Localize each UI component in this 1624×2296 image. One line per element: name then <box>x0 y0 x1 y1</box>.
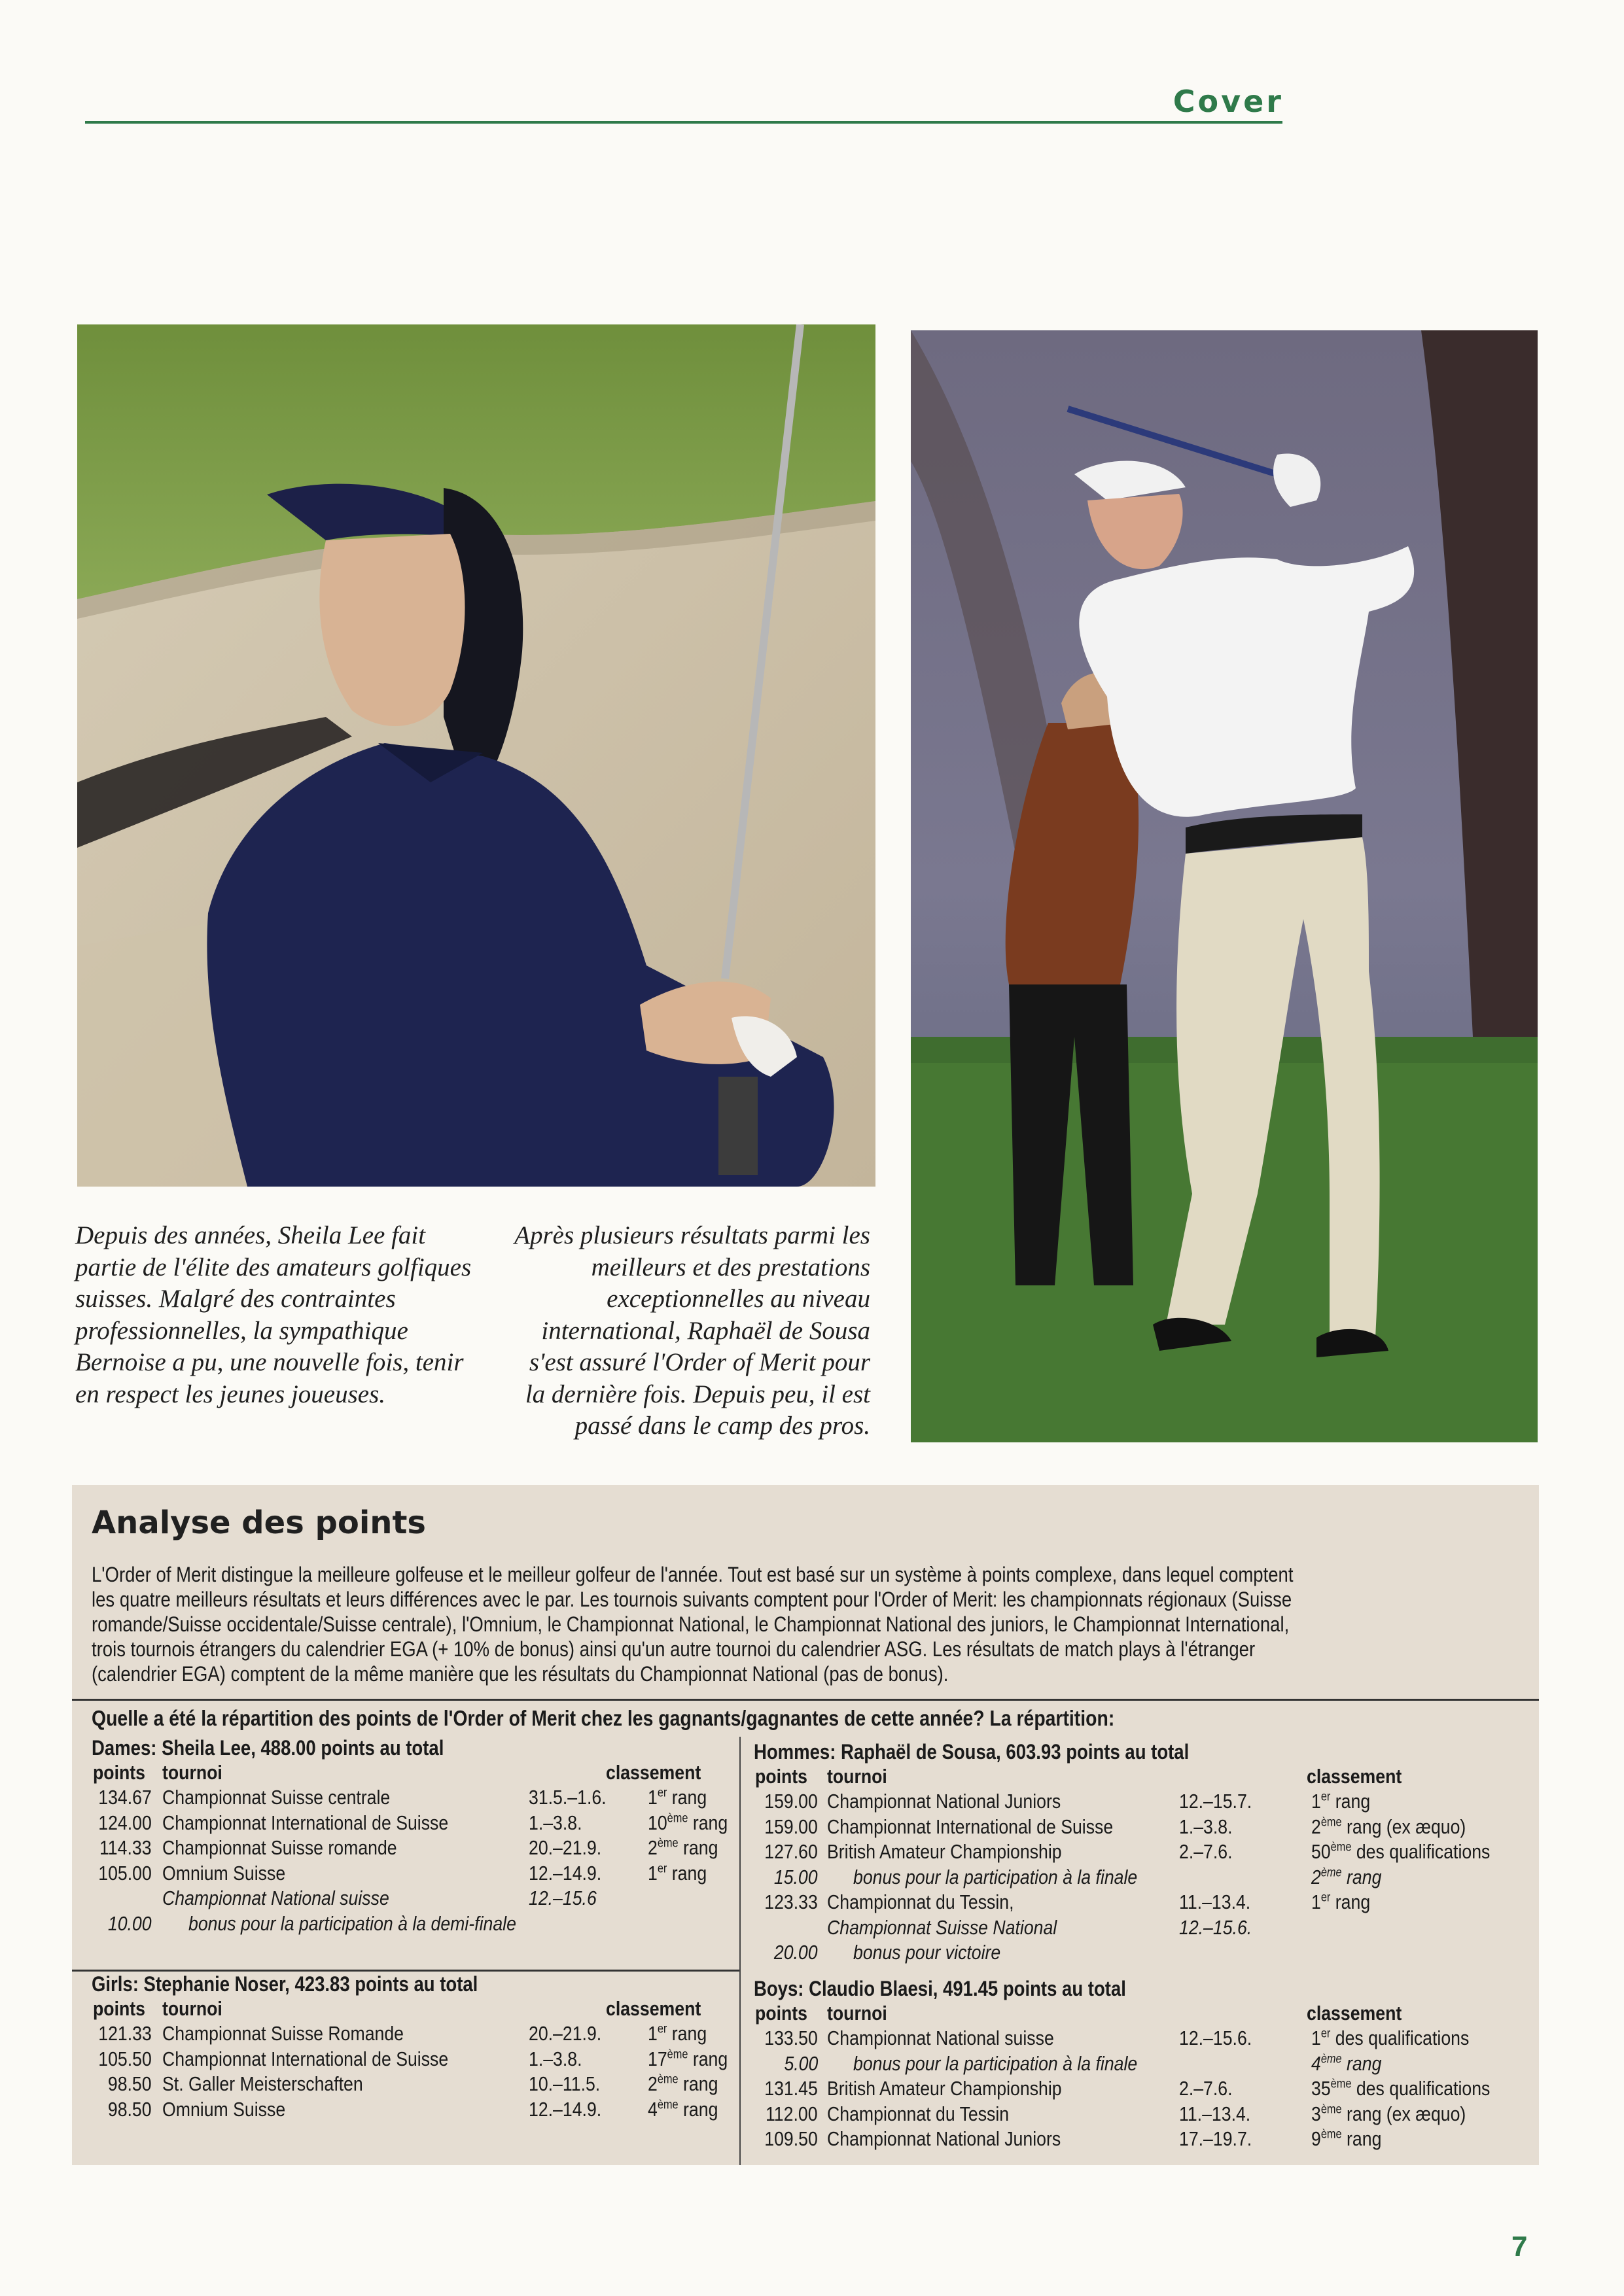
caption-right: Après plusieurs résultats parmi les meilleurs et des prestations exceptionnelles au niveau international, Raphaël de Sousa s'est assuré l'Order of Merit pour la dernière fois. Depuis peu, il est passé dans le camp des pros. <box>514 1221 870 1440</box>
header-ranking: classement <box>606 1761 701 1784</box>
row-rank-text: rang <box>667 1786 707 1809</box>
row-points: 159.00 <box>764 1790 818 1813</box>
row-dates: 12.–14.9. <box>529 1861 602 1885</box>
row-dates: 1.–3.8. <box>529 2047 582 2070</box>
header-rule <box>85 121 1282 124</box>
row-tournament: Championnat National Juniors <box>827 2127 1061 2150</box>
header-points: points <box>755 1765 807 1788</box>
page-number: 7 <box>1511 2231 1528 2263</box>
table-row <box>754 1916 1539 1941</box>
row-points: 112.00 <box>766 2102 818 2125</box>
row-rank-number: 10 <box>648 1811 667 1834</box>
row-points: 15.00 <box>774 1865 818 1888</box>
row-dates: 11.–13.4. <box>1179 2102 1251 2125</box>
row-rank-suffix: ème <box>1320 1866 1342 1880</box>
row-tournament: Championnat Suisse romande <box>162 1836 397 1859</box>
row-points: 134.67 <box>98 1786 152 1809</box>
row-points: 127.60 <box>764 1840 818 1863</box>
table-header <box>92 1997 733 2022</box>
row-points: 109.50 <box>764 2127 818 2150</box>
row-rank-text: rang <box>678 2072 718 2095</box>
row-rank-suffix: er <box>657 2022 667 2036</box>
table-row <box>92 1912 733 1938</box>
row-tournament: British Amateur Championship <box>827 1840 1062 1863</box>
row-rank-text: rang <box>688 2047 728 2070</box>
row-ranking <box>1311 1790 1370 1813</box>
table-row <box>754 1890 1539 1916</box>
row-points: 98.50 <box>108 2072 152 2095</box>
row-tournament: Championnat International de Suisse <box>827 1815 1114 1838</box>
table-row <box>92 2022 733 2047</box>
table-row <box>92 2047 733 2073</box>
table-row <box>754 1866 1539 1891</box>
row-tournament: bonus pour victoire <box>853 1941 1001 1964</box>
row-ranking <box>648 2047 728 2071</box>
row-rank-number: 1 <box>648 1861 658 1885</box>
row-rank-number: 17 <box>648 2047 667 2070</box>
panel-title: Analyse des points <box>92 1505 426 1541</box>
row-rank-suffix: er <box>657 1862 667 1876</box>
row-points: 5.00 <box>784 2051 818 2075</box>
divider <box>72 1699 1539 1701</box>
row-ranking <box>1311 2052 1381 2076</box>
table-title: Girls: Stephanie Noser, 423.83 points au total <box>92 1972 478 1996</box>
table-row <box>754 1840 1539 1866</box>
table-row <box>754 2102 1539 2128</box>
row-dates: 2.–7.6. <box>1179 2077 1233 2100</box>
table-boys <box>754 1977 1539 2153</box>
row-points: 124.00 <box>98 1811 152 1834</box>
row-rank-number: 2 <box>1311 1865 1321 1888</box>
table-row <box>754 2052 1539 2078</box>
table-row <box>754 1941 1539 1966</box>
header-points: points <box>93 1761 145 1784</box>
row-rank-text: rang <box>688 1811 728 1834</box>
row-rank-suffix: ème <box>1320 1815 1342 1830</box>
row-rank-suffix: ème <box>1320 2102 1342 2117</box>
table-title: Dames: Sheila Lee, 488.00 points au total <box>92 1736 444 1760</box>
row-rank-text: des qualifications <box>1351 1840 1491 1863</box>
row-rank-number: 4 <box>1311 2051 1321 2075</box>
row-rank-number: 1 <box>648 1786 658 1809</box>
row-points: 10.00 <box>108 1911 152 1935</box>
row-dates: 17.–19.7. <box>1179 2127 1252 2150</box>
row-rank-suffix: ème <box>1330 1840 1352 1854</box>
row-dates: 11.–13.4. <box>1179 1890 1251 1913</box>
row-rank-number: 1 <box>1311 1790 1321 1813</box>
row-rank-number: 1 <box>1311 2026 1321 2049</box>
row-dates: 12.–15.6 <box>529 1887 597 1909</box>
table-row <box>92 2098 733 2123</box>
row-points: 114.33 <box>99 1836 152 1859</box>
row-tournament: bonus pour la participation à la demi-finale <box>188 1911 516 1935</box>
row-tournament: Championnat du Tessin <box>827 2102 1010 2125</box>
row-ranking <box>648 2072 718 2096</box>
golfer-photo-icon <box>77 324 875 1187</box>
row-rank-suffix: ème <box>657 2098 679 2112</box>
header-ranking: classement <box>1307 2002 1402 2025</box>
row-rank-suffix: ème <box>1320 2052 1342 2066</box>
row-rank-suffix: er <box>1320 2026 1331 2041</box>
table-header <box>92 1761 733 1786</box>
row-tournament: bonus pour la participation à la finale <box>853 2051 1138 2075</box>
table-title: Boys: Claudio Blaesi, 491.45 points au total <box>754 1977 1126 2000</box>
panel-intro: L'Order of Merit distingue la meilleure golfeuse et le meilleur golfeur de l'année. Tout est basé sur un système à points complexe, dans lequel comptent les quatre meilleurs résultats et leurs différences avec le par. Les tournois suivants comptent pour l'Order of Merit: les championnats régionaux (Suisse romande/Suisse occidentale/Suisse centrale), l'Omnium, le Championnat National, le Championnat National des juniors, le Championnat International, trois tournois étrangers du calendrier EGA (+ 10% de bonus) ainsi qu'un autre tournoi du calendrier ASG. Les résultats de match plays à l'étranger (calendrier EGA) comptent de la même manière que les résultats du Championnat National (pas de bonus). <box>92 1563 1294 1686</box>
row-ranking <box>1311 2102 1466 2126</box>
row-ranking <box>648 1836 718 1860</box>
row-dates: 31.5.–1.6. <box>529 1786 607 1809</box>
caption-left: Depuis des années, Sheila Lee fait partie de l'élite des amateurs golfiques suisses. Malgré des contraintes professionnelles, la sympathique Bernoise a pu, une nouvelle fois, tenir en respect les jeunes joueuses. <box>75 1221 472 1408</box>
row-points: 131.45 <box>764 2077 818 2100</box>
row-ranking <box>1311 2026 1469 2050</box>
row-rank-suffix: ème <box>1320 2127 1342 2142</box>
row-dates: 20.–21.9. <box>529 2022 602 2045</box>
row-tournament: British Amateur Championship <box>827 2077 1062 2100</box>
row-rank-text: rang (ex æquo) <box>1341 2102 1466 2125</box>
row-rank-suffix: er <box>1320 1790 1331 1804</box>
row-tournament: Championnat National suisse <box>827 2026 1054 2049</box>
row-rank-text: rang <box>1330 1890 1371 1913</box>
table-row <box>754 1815 1539 1841</box>
row-ranking <box>648 2098 718 2121</box>
row-rank-number: 9 <box>1311 2127 1321 2150</box>
row-rank-suffix: ème <box>667 2047 688 2062</box>
row-ranking <box>1311 1840 1490 1864</box>
row-dates: 20.–21.9. <box>529 1836 602 1859</box>
row-points: 121.33 <box>98 2022 152 2045</box>
panel-question: Quelle a été la répartition des points de l'Order of Merit chez les gagnants/gagnantes de cette année? La répartition: <box>92 1706 1115 1730</box>
table-row <box>92 1786 733 1811</box>
row-points: 105.00 <box>98 1861 152 1885</box>
row-points: 123.33 <box>764 1890 818 1913</box>
row-rank-text: rang <box>678 2097 718 2121</box>
row-tournament: Championnat National suisse <box>162 1887 389 1909</box>
table-row <box>754 2127 1539 2153</box>
row-rank-text: rang (ex æquo) <box>1341 1815 1466 1838</box>
table-girls <box>92 1972 733 2123</box>
divider <box>72 1970 739 1972</box>
table-row <box>92 1836 733 1862</box>
row-rank-number: 2 <box>1311 1815 1321 1838</box>
row-rank-text: rang <box>667 2022 707 2045</box>
row-ranking <box>1311 1866 1381 1889</box>
row-rank-number: 3 <box>1311 2102 1321 2125</box>
row-ranking <box>648 1786 707 1809</box>
row-rank-number: 1 <box>1311 1890 1321 1913</box>
row-ranking <box>1311 1815 1466 1839</box>
row-ranking <box>648 1862 707 1885</box>
row-points: 159.00 <box>764 1815 818 1838</box>
header-ranking: classement <box>1307 1765 1402 1788</box>
row-dates: 12.–15.6. <box>1179 2026 1252 2049</box>
row-dates: 12.–14.9. <box>529 2097 602 2121</box>
header-tournament: tournoi <box>162 1761 222 1784</box>
photo-sheila-lee <box>77 324 875 1187</box>
header-tournament: tournoi <box>162 1997 222 2020</box>
row-tournament: Championnat Suisse Romande <box>162 2022 404 2045</box>
row-rank-suffix: ème <box>657 1836 679 1851</box>
row-ranking <box>648 2022 707 2045</box>
table-row <box>754 2026 1539 2052</box>
row-tournament: bonus pour la participation à la finale <box>853 1865 1138 1888</box>
photo-raphael-de-sousa <box>911 330 1538 1442</box>
table-title: Hommes: Raphaël de Sousa, 603.93 points au total <box>754 1740 1190 1764</box>
row-rank-text: rang <box>1330 1790 1371 1813</box>
header-points: points <box>93 1997 145 2020</box>
header-points: points <box>755 2002 807 2025</box>
row-rank-number: 4 <box>648 2097 658 2121</box>
row-rank-text: rang <box>1341 2127 1382 2150</box>
table-row <box>754 1790 1539 1815</box>
row-tournament: Championnat Suisse National <box>827 1915 1057 1939</box>
row-dates: 10.–11.5. <box>529 2072 601 2095</box>
table-dames <box>92 1736 733 1937</box>
row-rank-number: 50 <box>1311 1840 1331 1863</box>
row-rank-number: 2 <box>648 2072 658 2095</box>
row-tournament: Omnium Suisse <box>162 1861 286 1885</box>
row-rank-text: rang <box>678 1836 718 1859</box>
row-points: 98.50 <box>108 2097 152 2121</box>
row-tournament: Championnat National Juniors <box>827 1790 1061 1813</box>
row-dates: 2.–7.6. <box>1179 1840 1233 1863</box>
table-hommes <box>754 1740 1539 1966</box>
row-points: 105.50 <box>98 2047 152 2070</box>
row-points: 20.00 <box>774 1941 818 1964</box>
table-row <box>754 2077 1539 2102</box>
row-points: 133.50 <box>764 2026 818 2049</box>
header-ranking: classement <box>606 1997 701 2020</box>
row-rank-number: 1 <box>648 2022 658 2045</box>
header-tournament: tournoi <box>827 1765 887 1788</box>
row-dates: 12.–15.7. <box>1179 1790 1252 1813</box>
row-rank-text: rang <box>1341 2051 1382 2075</box>
table-row <box>92 1887 733 1912</box>
row-rank-text: rang <box>667 1861 707 1885</box>
row-rank-suffix: ème <box>667 1811 688 1826</box>
row-rank-text: des qualifications <box>1351 2077 1491 2100</box>
row-rank-text: rang <box>1341 1865 1382 1888</box>
row-tournament: St. Galler Meisterschaften <box>162 2072 363 2095</box>
row-ranking <box>1311 2127 1381 2151</box>
column-divider <box>739 1737 741 2165</box>
row-dates: 1.–3.8. <box>1179 1815 1233 1838</box>
row-rank-text: des qualifications <box>1330 2026 1470 2049</box>
table-row <box>92 1811 733 1837</box>
row-tournament: Championnat Suisse centrale <box>162 1786 391 1809</box>
row-tournament: Championnat International de Suisse <box>162 2047 449 2070</box>
golfer-photo-icon <box>911 330 1538 1442</box>
row-rank-suffix: ème <box>1330 2077 1352 2091</box>
table-header <box>754 1765 1539 1790</box>
row-tournament: Championnat du Tessin, <box>827 1890 1014 1913</box>
row-ranking <box>648 1811 728 1835</box>
row-rank-suffix: er <box>1320 1890 1331 1905</box>
header-tournament: tournoi <box>827 2002 887 2025</box>
row-tournament: Omnium Suisse <box>162 2097 286 2121</box>
row-dates: 12.–15.6. <box>1179 1915 1252 1939</box>
row-dates: 1.–3.8. <box>529 1811 582 1834</box>
row-rank-suffix: er <box>657 1786 667 1800</box>
section-label: Cover <box>1173 84 1284 119</box>
row-ranking <box>1311 2077 1490 2100</box>
row-rank-number: 2 <box>648 1836 658 1859</box>
row-rank-suffix: ème <box>657 2072 679 2087</box>
row-ranking <box>1311 1890 1370 1914</box>
table-row <box>92 1862 733 1887</box>
row-rank-number: 35 <box>1311 2077 1331 2100</box>
points-analysis-panel <box>72 1485 1539 2165</box>
table-row <box>92 2072 733 2098</box>
table-header <box>754 2002 1539 2026</box>
row-tournament: Championnat International de Suisse <box>162 1811 449 1834</box>
